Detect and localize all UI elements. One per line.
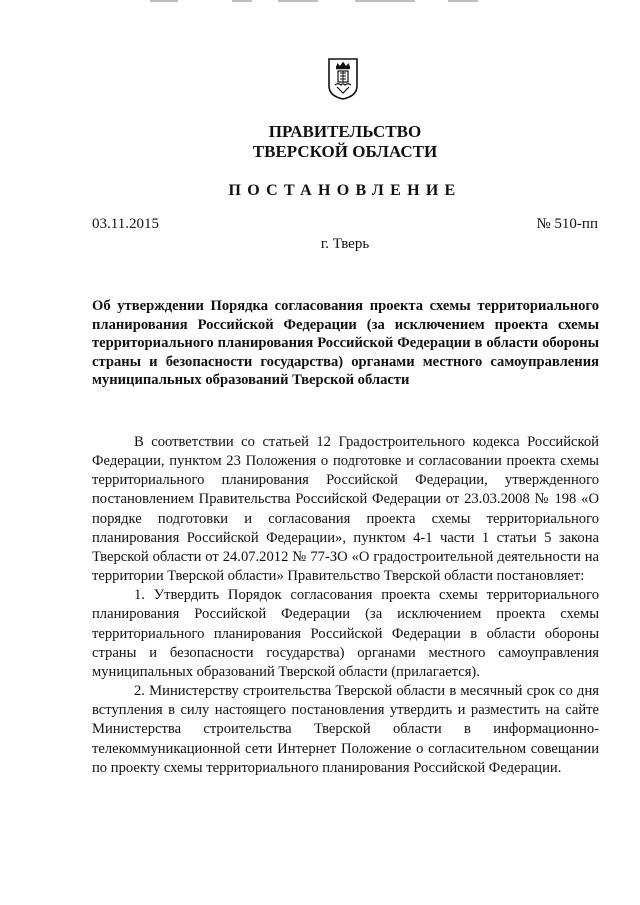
document-title: Об утверждении Порядка согласования проекта схемы территориального планирования Российской Федерации (за исключением проекта схемы территориального планирования Российской Федерации в области обороны страны и безопасности государства) органами местного самоуправления муниципальных образований Тверской области bbox=[92, 298, 599, 389]
body-paragraph: 2. Министерству строительства Тверской области в месячный срок со дня вступления в силу настоящего постановления утвердить и разместить на сайте Министерства строительства Тверской области в информационно-телекоммуникационной сети Интернет Положение о согласительном совещании по проекту схемы территориального планирования Российской Федерации. bbox=[92, 683, 599, 776]
organization-name: ПРАВИТЕЛЬСТВО bbox=[268, 122, 422, 141]
document-date: 03.11.2015 bbox=[92, 216, 159, 232]
body-paragraph: В соответствии со статьей 12 Градостроительного кодекса Российской Федерации, пунктом 23 Положения о подготовке и согласовании проекта схемы территориального планирования Российской Федерации, утвержденного постановлением Правительства Российской Федерации от 23.03.2008 № 198 «О порядке подготовки и согласования проекта схемы территориального планирования Российской Федерации», пунктом 4-1 части 1 статьи 5 закона Тверской области от 24.07.2012 № 77-ЗО «О градостроительной деятельности на территории Тверской области» Правительство Тверской области постановляет: bbox=[92, 434, 599, 585]
organization-region: ТВЕРСКОЙ ОБЛАСТИ bbox=[252, 142, 438, 161]
scan-edge-mark bbox=[232, 0, 252, 2]
scan-edge-mark bbox=[150, 0, 178, 2]
document-number: № 510-пп bbox=[536, 216, 598, 232]
document-city: г. Тверь bbox=[320, 236, 370, 252]
document-type: ПОСТАНОВЛЕНИЕ bbox=[228, 182, 462, 199]
coat-of-arms-icon bbox=[328, 58, 358, 100]
document-body bbox=[92, 433, 599, 778]
scan-edge-mark bbox=[448, 0, 478, 2]
body-paragraph: 1. Утвердить Порядок согласования проекта схемы территориального планирования Российской Федерации (за исключением проекта схемы территориального планирования Российской Федерации в области обороны страны и безопасности государства) органами местного самоуправления муниципальных образований Тверской области (прилагается). bbox=[92, 587, 599, 680]
scan-edge-mark bbox=[355, 0, 415, 2]
scan-edge-mark bbox=[278, 0, 318, 2]
